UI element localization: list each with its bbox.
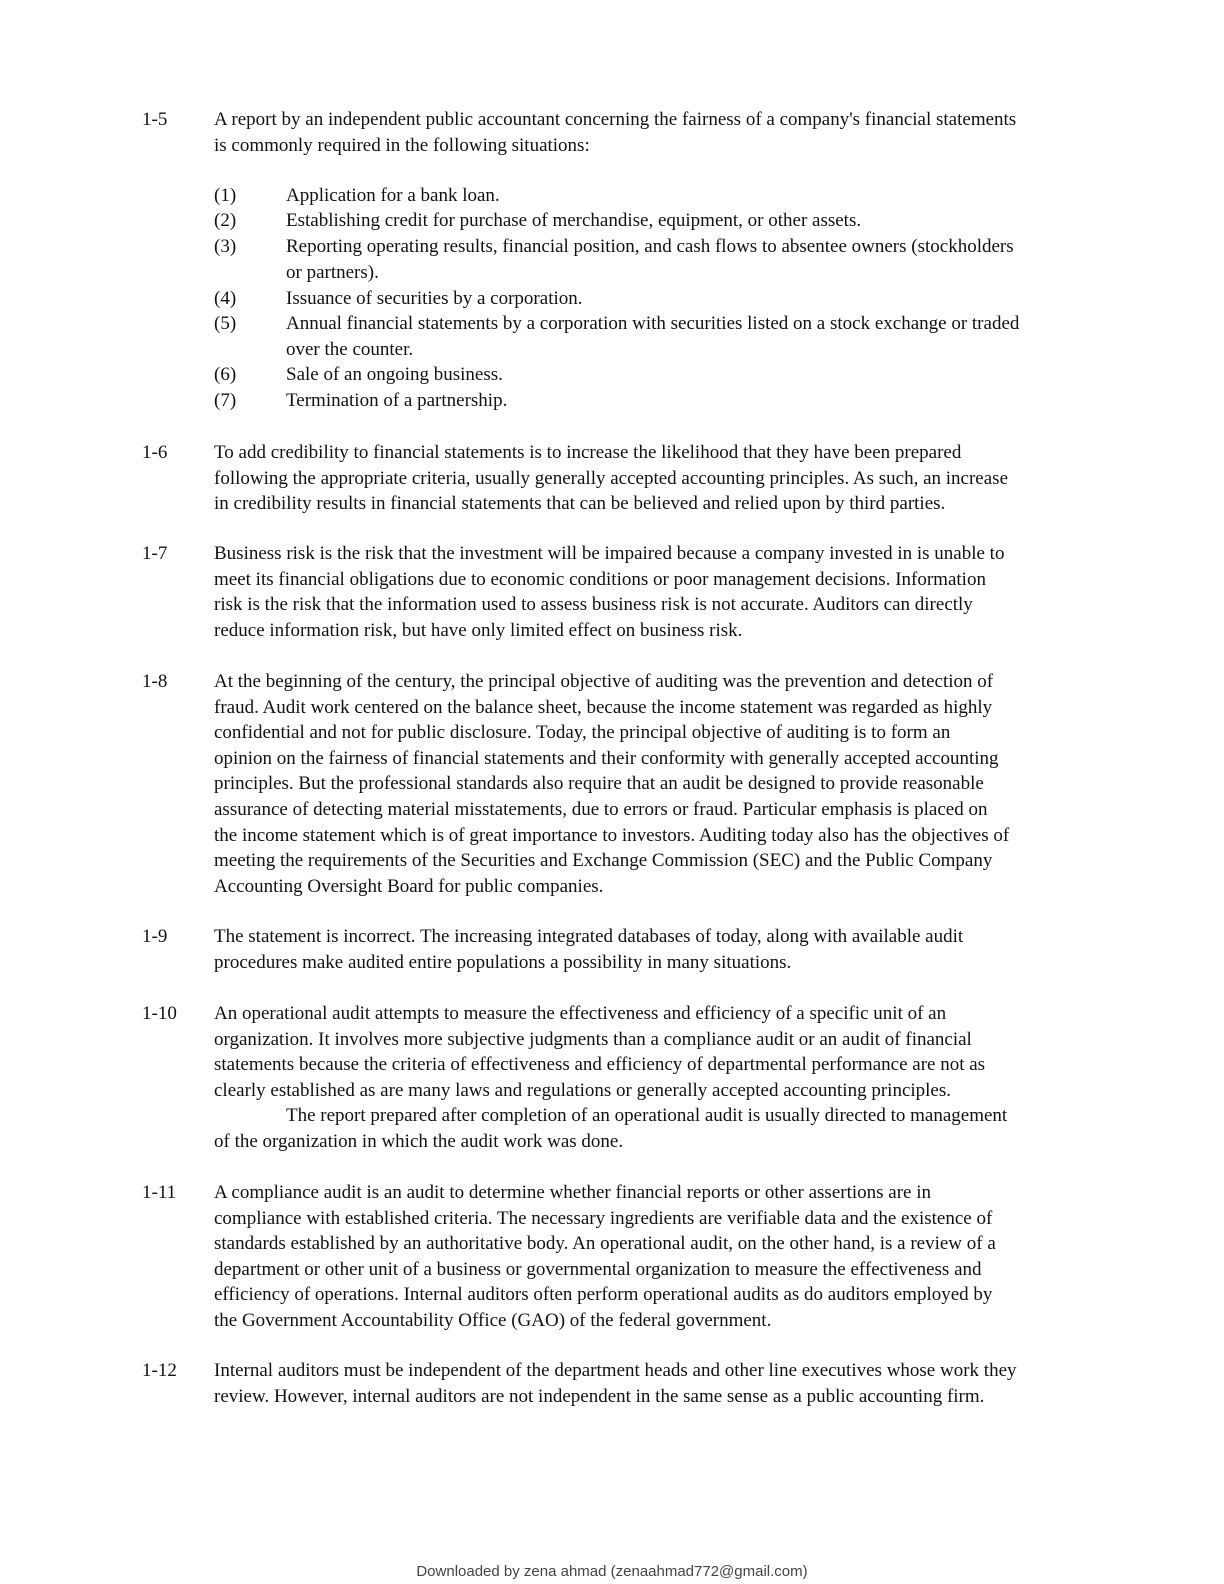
list-item-text [286,362,503,388]
text-line: confidential and not for public disclosure. Today, the principal objective of auditing is to form an [214,722,951,744]
text-line: Issuance of securities by a corporation. [286,288,583,309]
text-line: Establishing credit for purchase of merchandise, equipment, or other assets. [286,210,862,231]
list-item-text [286,183,500,209]
download-footer: Downloaded by zena ahmad (zenaahmad772@gmail.com) [416,1563,808,1580]
list-item-text [286,234,1014,285]
text-line: fraud. Audit work centered on the balance sheet, because the income statement was regarded as highly [214,696,993,718]
text-line: At the beginning of the century, the principal objective of auditing was the prevention and detection of [214,671,994,692]
question-text [214,1358,1114,1409]
text-line: over the counter. [286,338,414,360]
list-item-number: (3) [214,236,237,257]
text-line: Sale of an ongoing business. [286,364,503,385]
text-line: standards established by an authoritative body. An operational audit, on the other hand, is a review of a [214,1233,996,1255]
question-text [214,669,1114,899]
text-line: or partners). [286,261,379,283]
text-line: clearly established as are many laws and regulations or generally accepted accounting principles. [214,1079,952,1101]
question-number: 1-5 [142,109,168,130]
list-item-number: (7) [214,390,237,411]
question-text [214,1180,1114,1334]
text-line: principles. But the professional standards also require that an audit be designed to provide reasonable [214,773,984,795]
text-line: department or other unit of a business or governmental organization to measure the effectiveness and [214,1258,982,1280]
text-line: A compliance audit is an audit to determine whether financial reports or other assertions are in [214,1182,932,1203]
text-line: To add credibility to financial statements is to increase the likelihood that they have been prepared [214,442,962,463]
text-line: following the appropriate criteria, usually generally accepted accounting principles. As such, an increase [214,467,1009,489]
text-line: of the organization in which the audit work was done. [214,1130,624,1152]
text-line: Termination of a partnership. [286,390,508,411]
text-line: Business risk is the risk that the investment will be impaired because a company invested in is unable to [214,543,1005,564]
question-number: 1-9 [142,926,168,947]
text-line: the Government Accountability Office (GAO) of the federal government. [214,1309,772,1331]
list-item-text [286,388,507,414]
text-line: compliance with established criteria. The necessary ingredients are verifiable data and the existence of [214,1207,993,1229]
question-text [214,1001,1114,1155]
text-line: An operational audit attempts to measure the effectiveness and efficiency of a specific unit of an [214,1003,947,1024]
list-item-text [286,208,861,234]
text-line: procedures make audited entire populations a possibility in many situations. [214,951,792,973]
text-line: review. However, internal auditors are not independent in the same sense as a public accounting firm. [214,1385,985,1407]
question-number: 1-6 [142,442,168,463]
question-text [214,924,1114,975]
question-number: 1-12 [142,1360,177,1381]
list-item-number: (5) [214,313,237,334]
text-line: opinion on the fairness of financial statements and their conformity with generally accepted accounting [214,747,999,769]
text-line: Internal auditors must be independent of the department heads and other line executives whose work they [214,1360,1017,1381]
question-text [214,541,1114,643]
question-text [214,440,1114,517]
text-line: the income statement which is of great importance to investors. Auditing today also has the objectives of [214,824,1010,846]
text-line: Accounting Oversight Board for public companies. [214,875,604,897]
text-line: reduce information risk, but have only limited effect on business risk. [214,619,743,641]
text-line: risk is the risk that the information used to assess business risk is not accurate. Auditors can directly [214,594,973,616]
text-line: organization. It involves more subjective judgments than a compliance audit or an audit of financial [214,1028,972,1050]
text-line: assurance of detecting material misstatements, due to errors or fraud. Particular emphasis is placed on [214,798,988,820]
question-number: 1-8 [142,671,168,692]
question-text [214,107,1114,158]
text-line: Annual financial statements by a corporation with securities listed on a stock exchange or traded [286,313,1020,334]
text-line: A report by an independent public accountant concerning the fairness of a company's financial statements [214,109,1017,130]
text-line: Reporting operating results, financial position, and cash flows to absentee owners (stockholders [286,236,1014,257]
text-line: is commonly required in the following situations: [214,134,590,156]
text-line: meeting the requirements of the Securities and Exchange Commission (SEC) and the Public Company [214,850,993,872]
text-line: efficiency of operations. Internal auditors often perform operational audits as do auditors employed by [214,1284,993,1306]
list-item-number: (2) [214,210,237,231]
text-line: The report prepared after completion of an operational audit is usually directed to management [286,1105,1008,1127]
list-item-number: (4) [214,288,237,309]
question-number: 1-11 [142,1182,177,1203]
text-line: Application for a bank loan. [286,185,500,206]
question-number: 1-7 [142,543,168,564]
list-item-text [286,311,1019,362]
list-item-number: (1) [214,185,237,206]
text-line: meet its financial obligations due to economic conditions or poor management decisions. Information [214,568,986,590]
text-line: in credibility results in financial statements that can be believed and relied upon by third parties. [214,493,946,515]
text-line: The statement is incorrect. The increasing integrated databases of today, along with available audit [214,926,964,947]
list-item-text [286,286,583,312]
text-line: statements because the criteria of effectiveness and efficiency of departmental performance are not as [214,1054,986,1076]
question-number: 1-10 [142,1003,177,1024]
list-item-number: (6) [214,364,237,385]
